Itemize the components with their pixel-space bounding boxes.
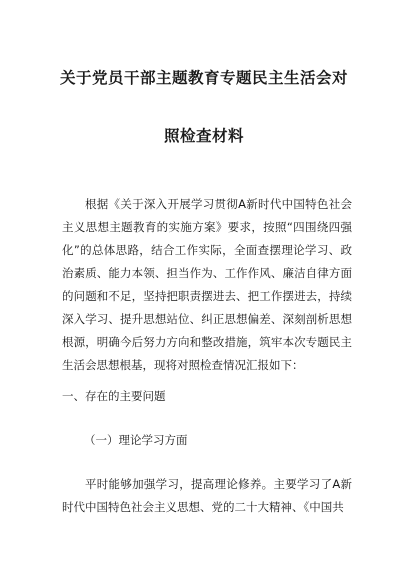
document-title-line-2: 照检查材料 bbox=[163, 127, 244, 145]
body-paragraph: 平时能够加强学习，提高理论修养。主要学习了A新时代中国特色社会主义思想、党的二十大精神、《中国共 bbox=[62, 477, 352, 514]
document-title-line-1: 关于党员干部主题教育专题民主生活会对 bbox=[59, 69, 348, 87]
section-heading: 一、存在的主要问题 bbox=[62, 389, 166, 403]
subsection-heading: （一）理论学习方面 bbox=[84, 433, 188, 447]
intro-paragraph: 根据《关于深入开展学习贯彻A新时代中国特色社会主义思想主题教育的实施方案》要求，按照“四围绕四强化”的总体思路，结合工作实际，全面查摆理论学习、政治素质、能力本领、担当作为、工作作风、廉洁自律方面的问题和不足，坚持把职责摆进去、把工作摆进去，持续深入学习、提升思想站位、纠正思想偏差、深刻剖析思想根源，明确今后努力方向和整改措施，筑牢本次专题民主生活会思想根基，现将对照检查情况汇报如下： bbox=[62, 197, 352, 372]
